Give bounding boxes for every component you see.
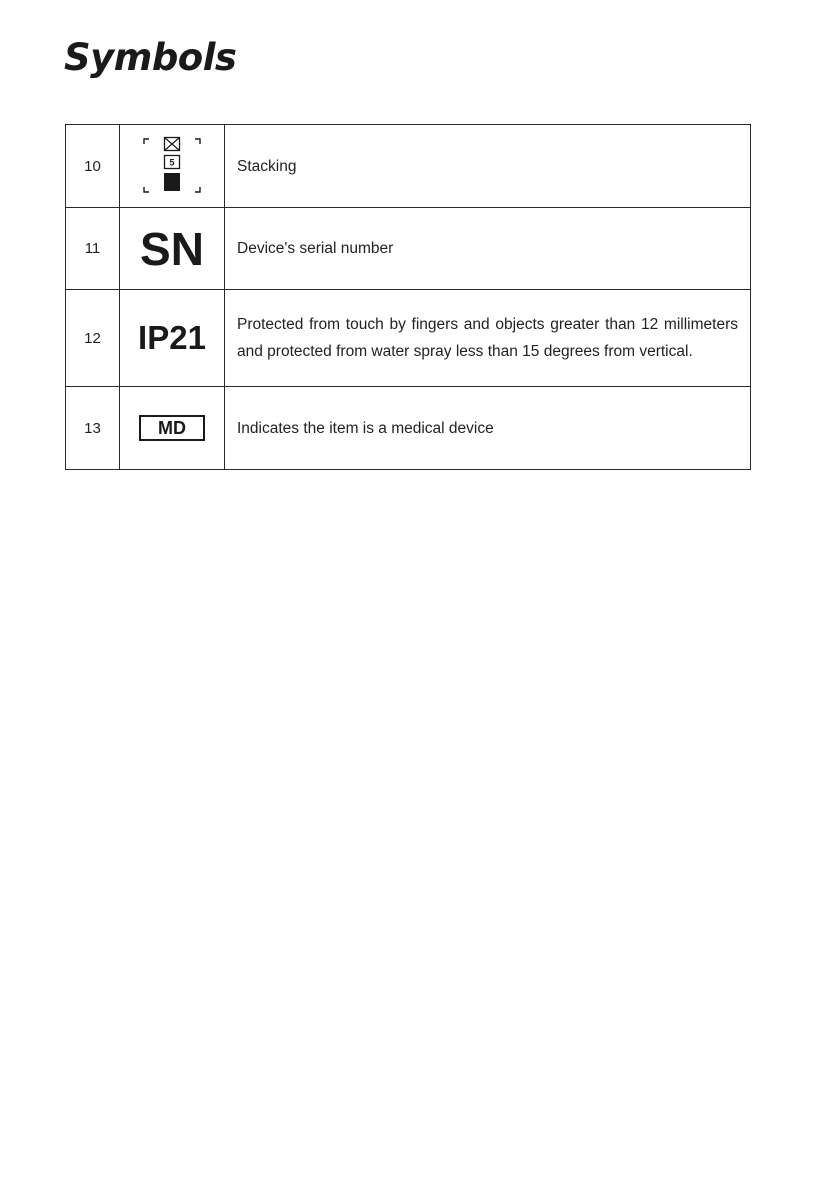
- table-row: [66, 290, 751, 387]
- page-title: Symbols: [64, 36, 237, 79]
- ip-rating-symbol: IP21: [138, 319, 206, 356]
- symbol-description: Device's serial number: [225, 208, 751, 290]
- symbols-table: [65, 124, 751, 470]
- symbol-cell: [120, 125, 225, 208]
- row-number: 12: [66, 290, 120, 387]
- symbol-cell: [120, 387, 225, 470]
- row-number: 13: [66, 387, 120, 470]
- serial-number-symbol: SN: [140, 222, 204, 275]
- symbol-description: Indicates the item is a medical device: [225, 387, 751, 470]
- row-number: 11: [66, 208, 120, 290]
- table-row: [66, 387, 751, 470]
- symbol-description: Stacking: [225, 125, 751, 208]
- table-row: [66, 125, 751, 208]
- symbol-cell: [120, 290, 225, 387]
- stacking-limit-icon: [140, 135, 204, 197]
- medical-device-symbol: MD: [139, 415, 205, 441]
- symbol-description: Protected from touch by fingers and objects greater than 12 millimeters and protected from water spray less than 15 degrees from vertical.: [225, 290, 751, 387]
- table-row: [66, 208, 751, 290]
- stacking-limit-number: 5: [169, 157, 175, 168]
- row-number: 10: [66, 125, 120, 208]
- symbol-cell: [120, 208, 225, 290]
